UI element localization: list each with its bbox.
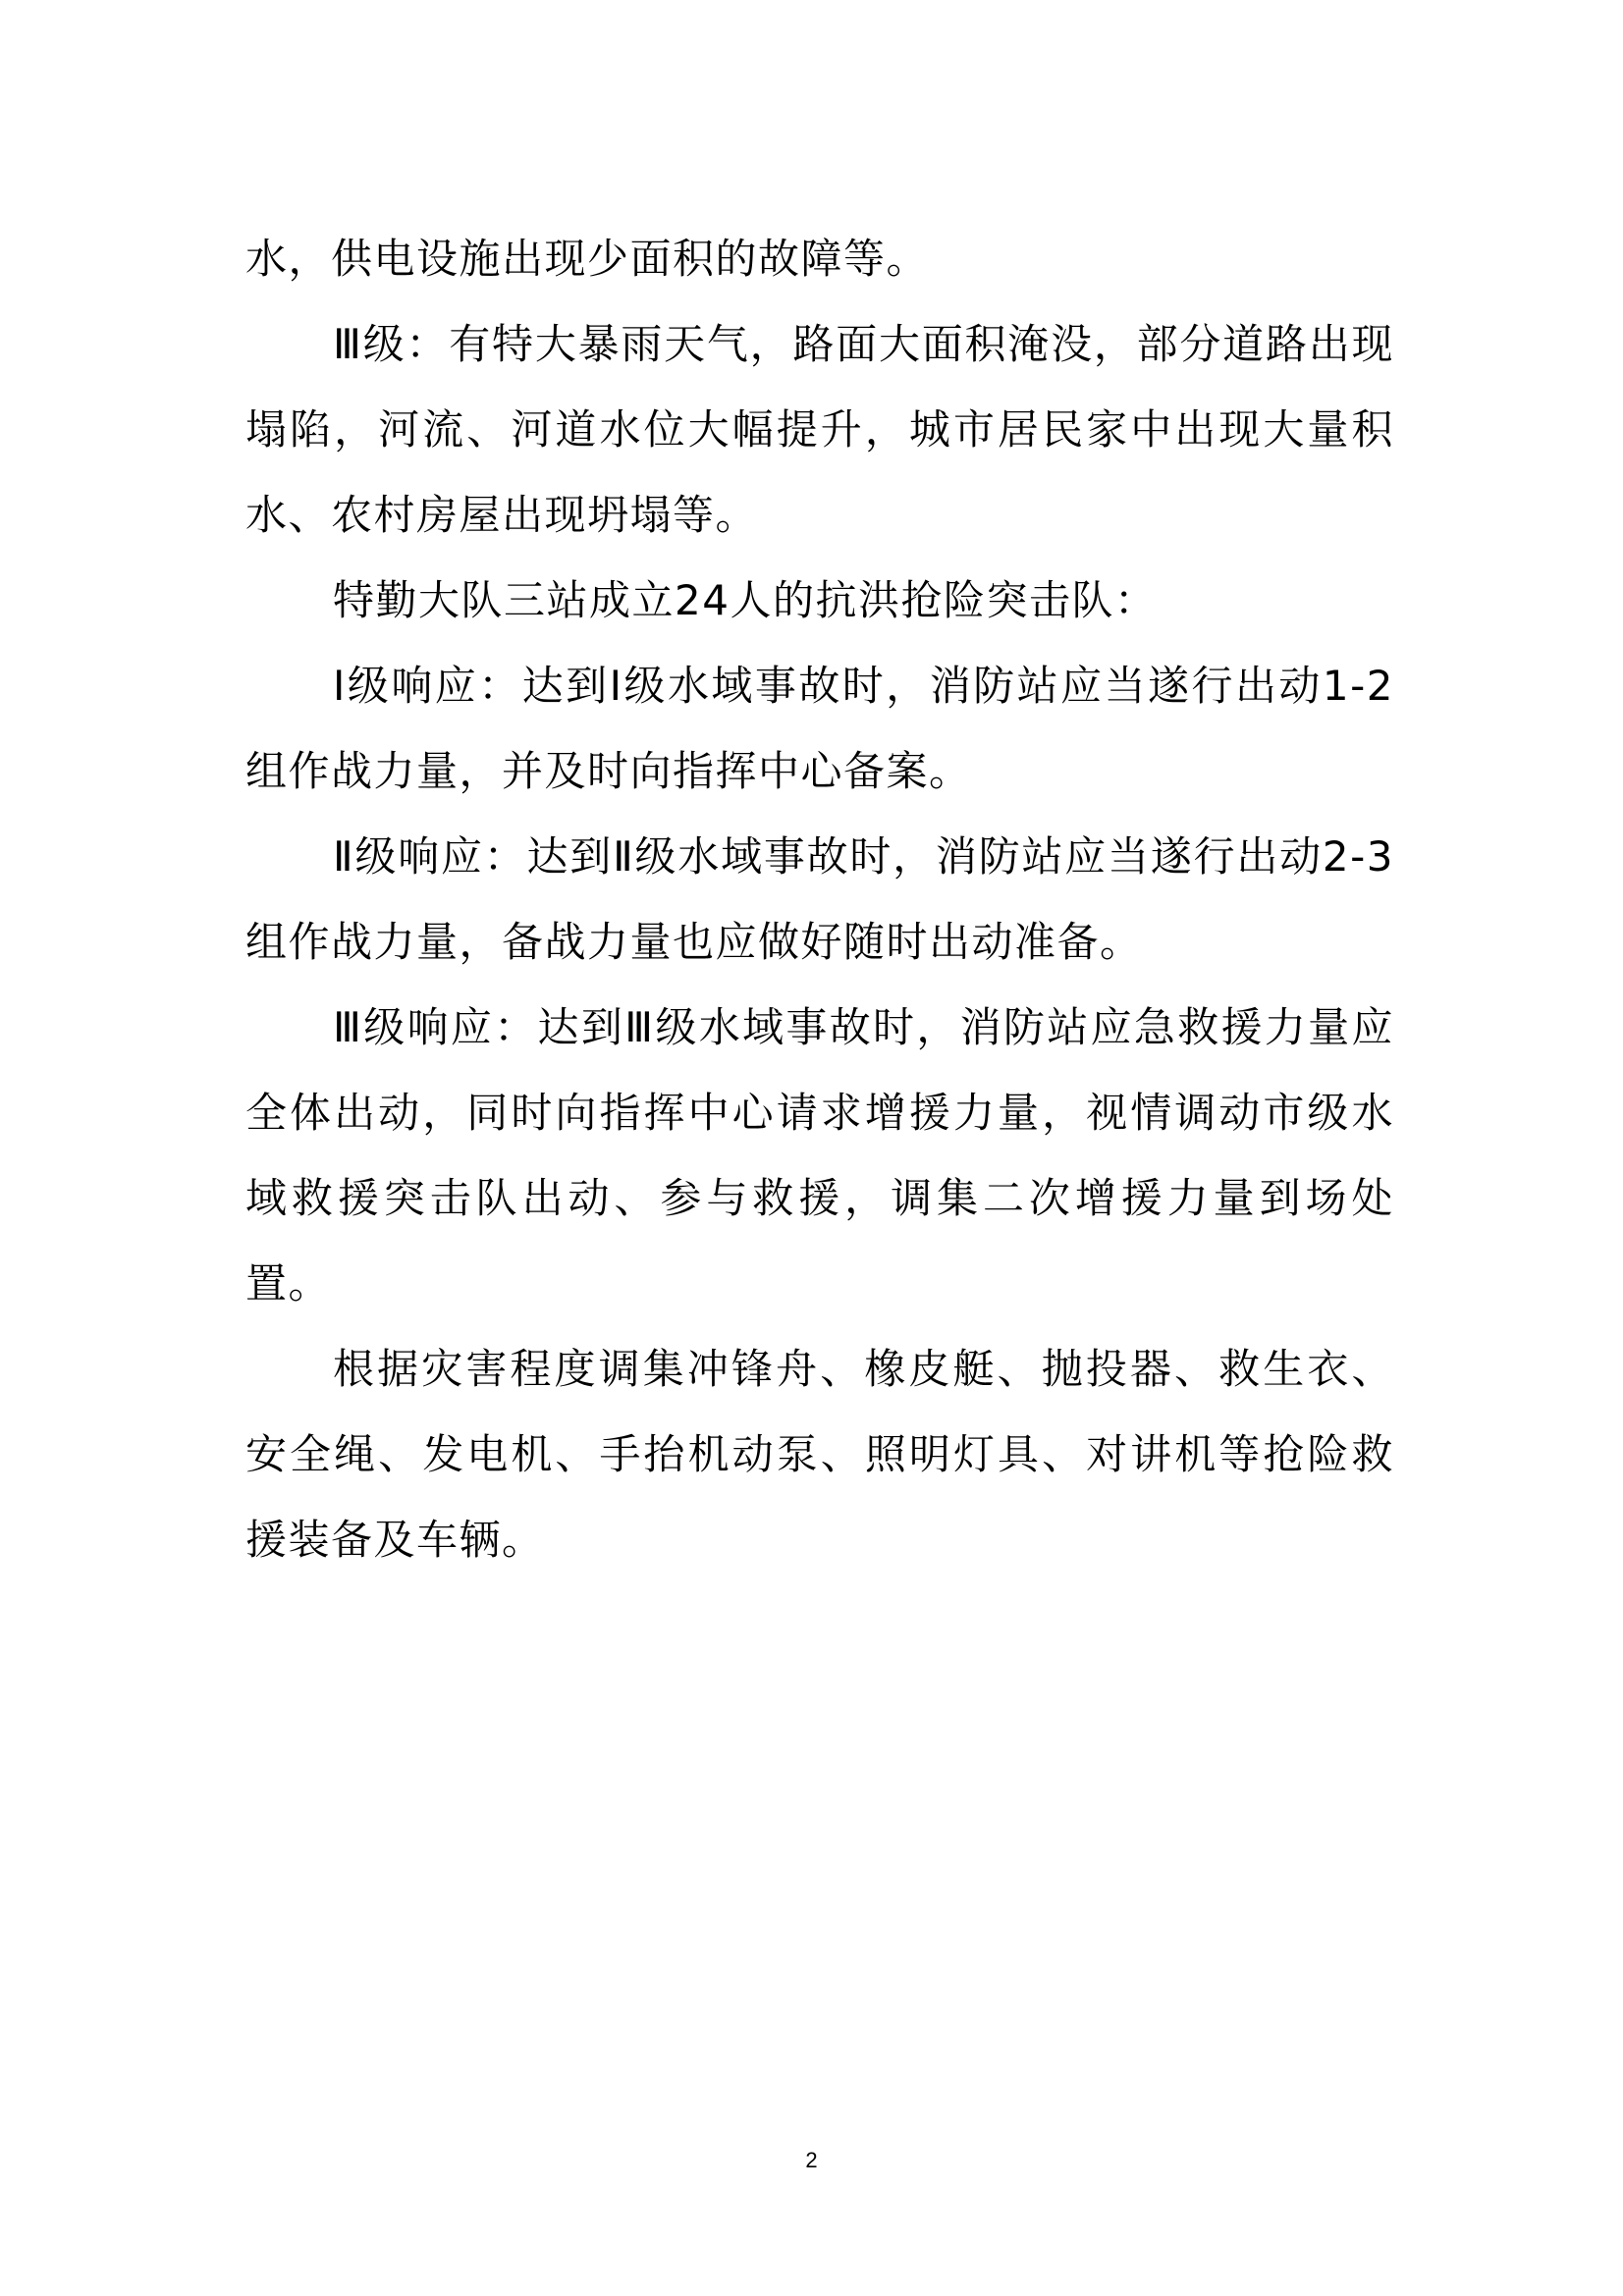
paragraph-continuation: 水，供电设施出现少面积的故障等。: [245, 235, 930, 283]
page-number: 2: [805, 2148, 818, 2172]
paragraph-level-3-definition: Ⅲ级：有特大暴雨天气，路面大面积淹没，部分道路出现塌陷，河流、河道水位大幅提升，城市居民家中出现大量积水、农村房屋出现坍塌等。: [245, 320, 1394, 539]
paragraph-level-3-response: Ⅲ级响应：达到Ⅲ级水域事故时，消防站应急救援力量应全体出动，同时向指挥中心请求增援力量，视情调动市级水域救援突击队出动、参与救援，调集二次增援力量到场处置。: [245, 1003, 1394, 1308]
paragraph-level-1-response: Ⅰ级响应：达到Ⅰ级水域事故时，消防站应当遂行出动1-2组作战力量，并及时向指挥中心备案。: [245, 662, 1394, 795]
paragraph-team-intro: 特勤大队三站成立24人的抗洪抢险突击队：: [333, 576, 1158, 624]
paragraph-equipment: 根据灾害程度调集冲锋舟、橡皮艇、抛投器、救生衣、安全绳、发电机、手抬机动泵、照明灯具、对讲机等抢险救援装备及车辆。: [245, 1345, 1394, 1564]
paragraph-level-2-response: Ⅱ级响应：达到Ⅱ级水域事故时，消防站应当遂行出动2-3组作战力量，备战力量也应做好随时出动准备。: [245, 832, 1394, 966]
body-text: [245, 216, 1394, 1582]
